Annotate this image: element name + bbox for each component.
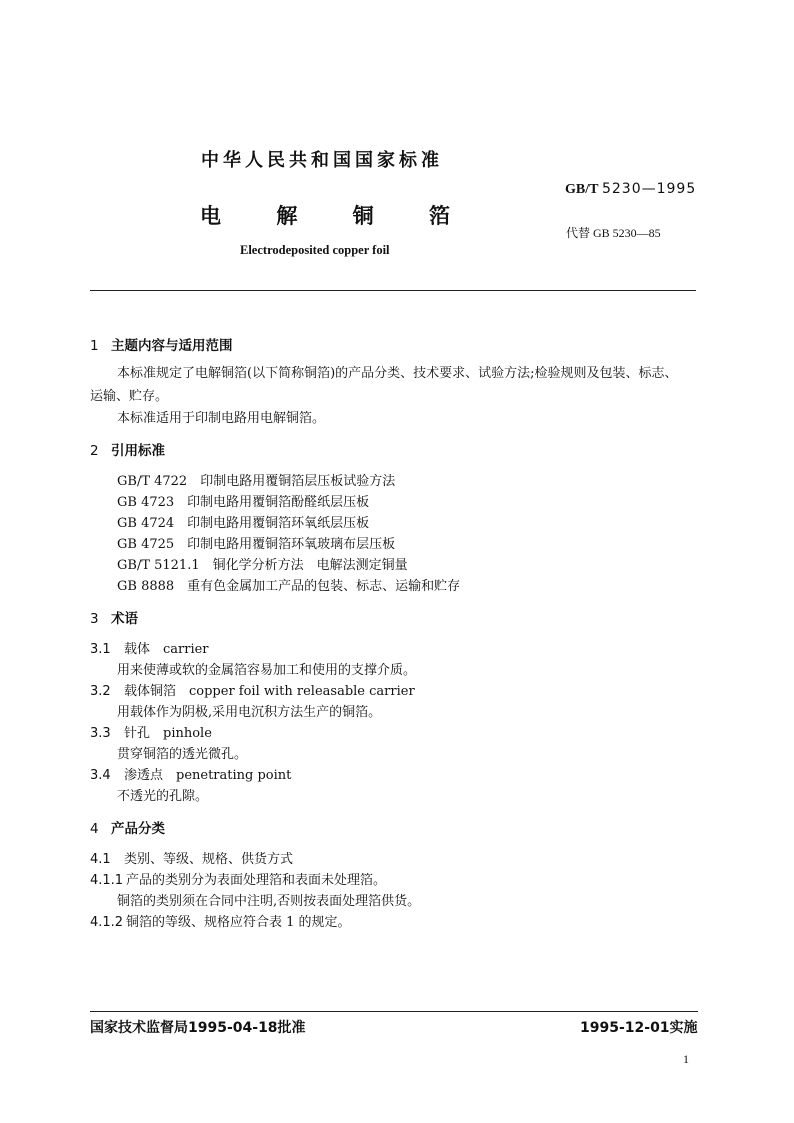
term-definition: 不透光的孔隙。: [117, 789, 209, 804]
title-chinese: [200, 200, 450, 230]
clause-4-1-2: [90, 911, 351, 930]
clause-number: 3.3: [90, 726, 111, 741]
reference-standard: GB/T 4722 印制电路用覆铜箔层压板试验方法: [117, 474, 396, 489]
reference-standard: GB 8888 重有色金属加工产品的包装、标志、运输和贮存: [117, 579, 461, 594]
title-char: 电: [200, 204, 221, 228]
term-name: 载体铜箔 copper foil with releasable carrier: [124, 684, 415, 699]
section-title: 产品分类: [111, 821, 165, 837]
section-number: 3: [90, 611, 99, 627]
section-number: 1: [90, 338, 99, 354]
term-name: 渗透点 penetrating point: [124, 768, 292, 783]
approval-date: 国家技术监督局1995-04-18批准: [90, 1020, 306, 1036]
section-4-heading: [90, 817, 165, 837]
term-definition: 贯穿铜箔的透光微孔。: [117, 747, 248, 762]
term-definition: 用载体作为阴极,采用电沉积方法生产的铜箔。: [117, 705, 382, 720]
title-english: Electrodeposited copper foil: [240, 243, 390, 257]
clause-number: 4.1: [90, 852, 111, 867]
clause-number: 3.2: [90, 684, 111, 699]
reference-standard: GB/T 5121.1 铜化学分析方法 电解法测定铜量: [117, 558, 408, 573]
term-definition: 用来使薄或软的金属箔容易加工和使用的支撑介质。: [117, 663, 417, 678]
term-3-4: [90, 764, 291, 783]
section-1-paragraph-1-line-2: 运输、贮存。: [90, 389, 169, 404]
footer-divider: [90, 1011, 698, 1012]
section-title: 术语: [111, 611, 138, 627]
clause-text: 铜箔的等级、规格应符合表 1 的规定。: [126, 915, 351, 930]
reference-standard: GB 4725 印制电路用覆铜箔环氧玻璃布层压板: [117, 537, 396, 552]
term-3-2: [90, 680, 415, 699]
reference-standard: GB 4724 印制电路用覆铜箔环氧纸层压板: [117, 516, 370, 531]
section-number: 4: [90, 821, 99, 837]
title-char: 解: [276, 204, 298, 228]
title-char: 箔: [428, 204, 450, 228]
replaces-standard: 代替 GB 5230—85: [566, 226, 661, 240]
clause-number: 3.1: [90, 642, 111, 657]
section-title: 引用标准: [111, 443, 165, 459]
clause-number: 4.1.1: [90, 873, 124, 888]
national-standard-heading: 中华人民共和国国家标准: [201, 150, 443, 171]
section-1-heading: [90, 334, 233, 354]
section-1-paragraph-1-line-1: 本标准规定了电解铜箔(以下简称铜箔)的产品分类、技术要求、试验方法;检验规则及包装、标志、: [117, 366, 678, 381]
clause-number: 4.1.2: [90, 915, 124, 930]
standard-code: [565, 181, 696, 198]
section-2-heading: [90, 439, 165, 459]
implementation-date: 1995-12-01实施: [580, 1020, 698, 1036]
section-1-paragraph-2: 本标准适用于印制电路用电解铜箔。: [117, 411, 326, 426]
section-title: 主题内容与适用范围: [111, 338, 233, 354]
clause-4-1: [90, 848, 293, 867]
title-char: 铜: [352, 204, 374, 228]
term-3-1: [90, 638, 209, 657]
clause-4-1-1-continued: 铜箔的类别须在合同中注明,否则按表面处理箔供货。: [117, 894, 421, 909]
section-3-heading: [90, 607, 138, 627]
clause-4-1-1: [90, 869, 386, 888]
header-divider: [90, 290, 696, 291]
section-number: 2: [90, 443, 99, 459]
page-number: 1: [683, 1052, 689, 1066]
standard-code-number: 5230—1995: [601, 181, 697, 197]
clause-text: 产品的类别分为表面处理箔和表面未处理箔。: [126, 873, 387, 888]
term-name: 针孔 pinhole: [124, 726, 212, 741]
reference-standard: GB 4723 印制电路用覆铜箔酚醛纸层压板: [117, 495, 370, 510]
clause-text: 类别、等级、规格、供货方式: [124, 852, 294, 867]
term-name: 载体 carrier: [124, 642, 209, 657]
clause-number: 3.4: [90, 768, 111, 783]
standard-code-prefix: GB/T: [565, 182, 599, 197]
term-3-3: [90, 722, 212, 741]
